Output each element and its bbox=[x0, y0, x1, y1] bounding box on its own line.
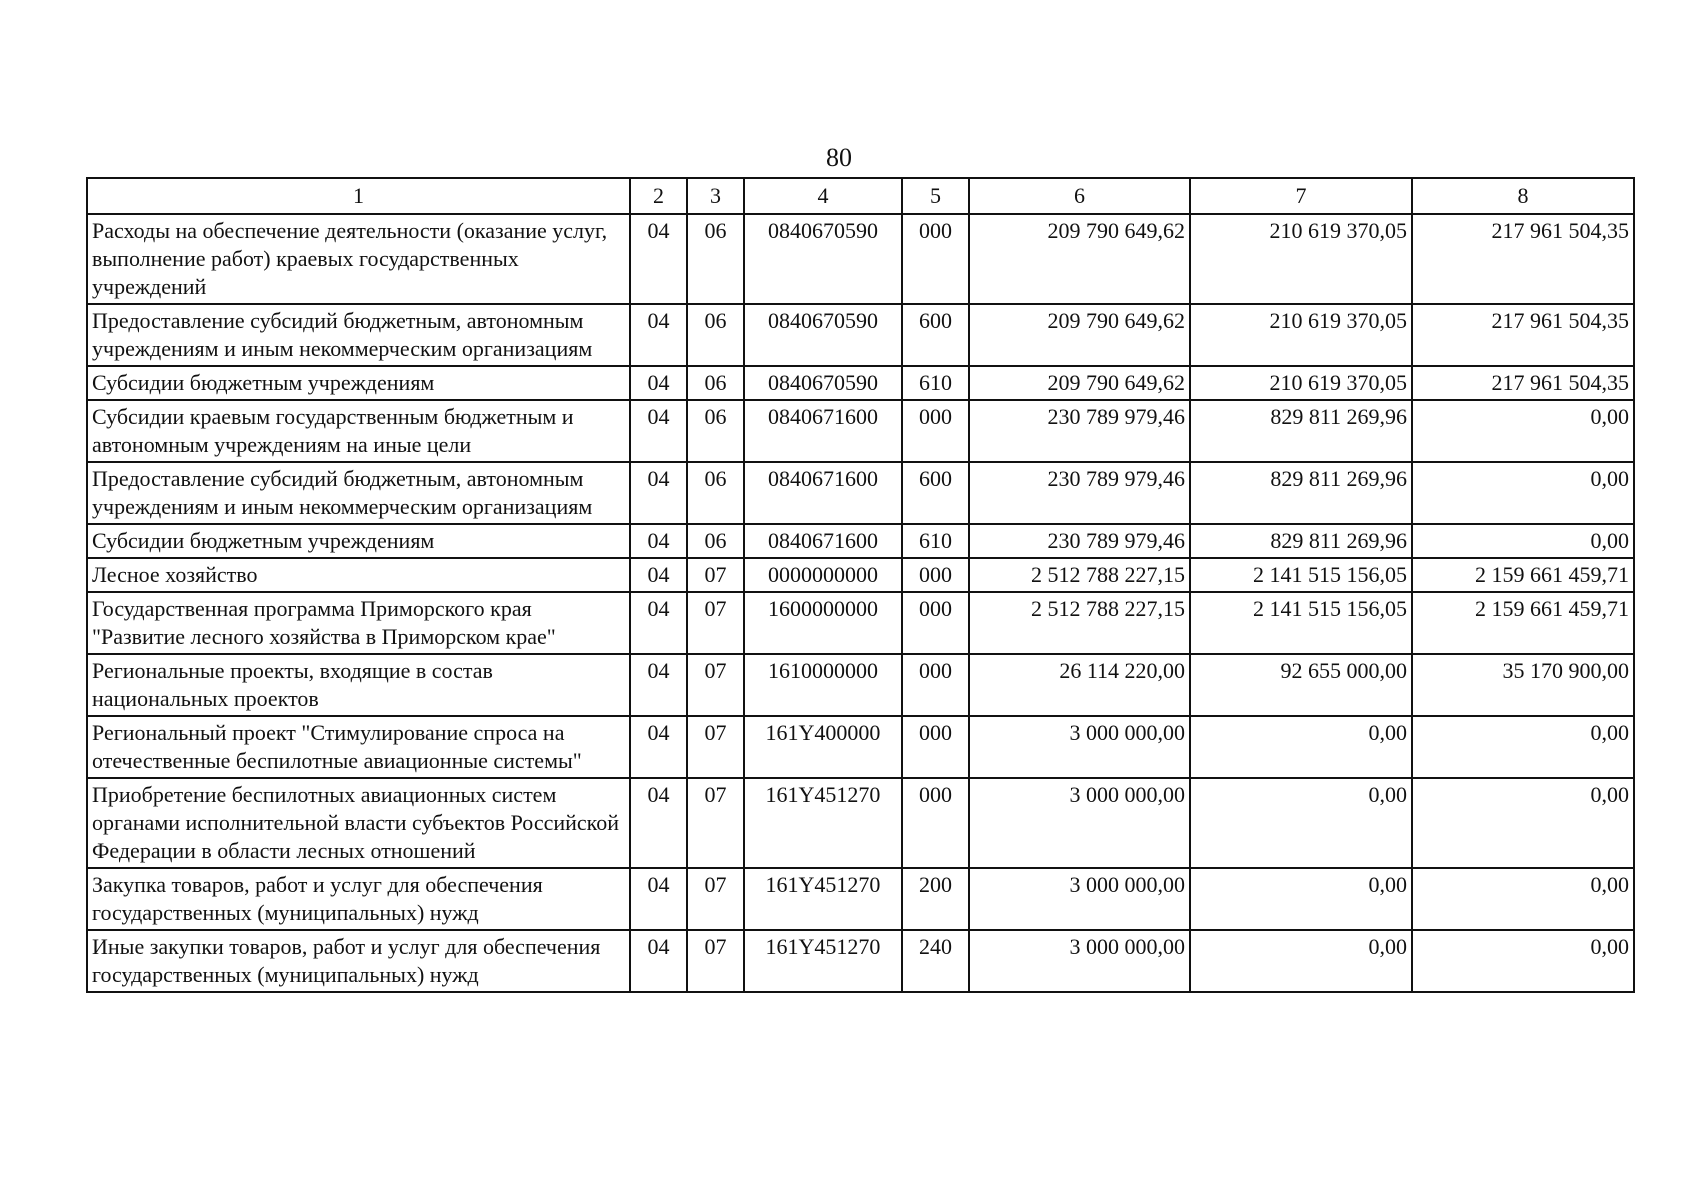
column-header: 5 bbox=[902, 178, 969, 214]
amount-cell-col6: 209 790 649,62 bbox=[969, 304, 1190, 366]
column-header: 7 bbox=[1190, 178, 1412, 214]
subsection-code-cell: 06 bbox=[687, 214, 744, 304]
target-article-cell: 161Y451270 bbox=[744, 778, 902, 868]
table-row bbox=[87, 778, 1634, 868]
row-name-cell: Приобретение беспилотных авиационных систем органами исполнительной власти субъектов Российской Федерации в области лесных отношений bbox=[87, 778, 630, 868]
section-code-cell: 04 bbox=[630, 868, 687, 930]
amount-cell-col8: 0,00 bbox=[1412, 778, 1634, 868]
amount-cell-col7: 2 141 515 156,05 bbox=[1190, 592, 1412, 654]
amount-cell-col8: 0,00 bbox=[1412, 716, 1634, 778]
expense-type-cell: 000 bbox=[902, 654, 969, 716]
subsection-code-cell: 06 bbox=[687, 366, 744, 400]
subsection-code-cell: 07 bbox=[687, 778, 744, 868]
amount-cell-col7: 210 619 370,05 bbox=[1190, 366, 1412, 400]
target-article-cell: 0840670590 bbox=[744, 304, 902, 366]
amount-cell-col7: 0,00 bbox=[1190, 930, 1412, 992]
expense-type-cell: 200 bbox=[902, 868, 969, 930]
row-name-cell: Иные закупки товаров, работ и услуг для обеспечения государственных (муниципальных) нужд bbox=[87, 930, 630, 992]
expense-type-cell: 600 bbox=[902, 304, 969, 366]
row-name-cell: Предоставление субсидий бюджетным, автономным учреждениям и иным некоммерческим организациям bbox=[87, 304, 630, 366]
expense-type-cell: 000 bbox=[902, 214, 969, 304]
row-name-cell: Лесное хозяйство bbox=[87, 558, 630, 592]
section-code-cell: 04 bbox=[630, 366, 687, 400]
expense-type-cell: 240 bbox=[902, 930, 969, 992]
section-code-cell: 04 bbox=[630, 524, 687, 558]
target-article-cell: 0840671600 bbox=[744, 524, 902, 558]
budget-table bbox=[86, 177, 1635, 993]
target-article-cell: 1600000000 bbox=[744, 592, 902, 654]
amount-cell-col6: 3 000 000,00 bbox=[969, 716, 1190, 778]
section-code-cell: 04 bbox=[630, 654, 687, 716]
column-header: 8 bbox=[1412, 178, 1634, 214]
subsection-code-cell: 07 bbox=[687, 868, 744, 930]
target-article-cell: 0000000000 bbox=[744, 558, 902, 592]
row-name-cell: Предоставление субсидий бюджетным, автономным учреждениям и иным некоммерческим организациям bbox=[87, 462, 630, 524]
subsection-code-cell: 06 bbox=[687, 524, 744, 558]
amount-cell-col7: 829 811 269,96 bbox=[1190, 400, 1412, 462]
expense-type-cell: 000 bbox=[902, 558, 969, 592]
table-row bbox=[87, 716, 1634, 778]
table-row bbox=[87, 400, 1634, 462]
amount-cell-col6: 230 789 979,46 bbox=[969, 524, 1190, 558]
row-name-cell: Субсидии бюджетным учреждениям bbox=[87, 366, 630, 400]
section-code-cell: 04 bbox=[630, 400, 687, 462]
amount-cell-col8: 0,00 bbox=[1412, 930, 1634, 992]
subsection-code-cell: 06 bbox=[687, 304, 744, 366]
table-row bbox=[87, 868, 1634, 930]
expense-type-cell: 610 bbox=[902, 524, 969, 558]
amount-cell-col7: 2 141 515 156,05 bbox=[1190, 558, 1412, 592]
amount-cell-col6: 230 789 979,46 bbox=[969, 462, 1190, 524]
amount-cell-col8: 0,00 bbox=[1412, 462, 1634, 524]
column-header: 1 bbox=[87, 178, 630, 214]
section-code-cell: 04 bbox=[630, 930, 687, 992]
target-article-cell: 0840671600 bbox=[744, 400, 902, 462]
amount-cell-col6: 2 512 788 227,15 bbox=[969, 592, 1190, 654]
section-code-cell: 04 bbox=[630, 214, 687, 304]
subsection-code-cell: 07 bbox=[687, 558, 744, 592]
row-name-cell: Региональные проекты, входящие в состав национальных проектов bbox=[87, 654, 630, 716]
row-name-cell: Субсидии бюджетным учреждениям bbox=[87, 524, 630, 558]
subsection-code-cell: 06 bbox=[687, 400, 744, 462]
amount-cell-col7: 210 619 370,05 bbox=[1190, 214, 1412, 304]
subsection-code-cell: 07 bbox=[687, 592, 744, 654]
table-row bbox=[87, 304, 1634, 366]
section-code-cell: 04 bbox=[630, 592, 687, 654]
table-row bbox=[87, 462, 1634, 524]
amount-cell-col7: 0,00 bbox=[1190, 868, 1412, 930]
subsection-code-cell: 06 bbox=[687, 462, 744, 524]
row-name-cell: Закупка товаров, работ и услуг для обеспечения государственных (муниципальных) нужд bbox=[87, 868, 630, 930]
subsection-code-cell: 07 bbox=[687, 654, 744, 716]
section-code-cell: 04 bbox=[630, 304, 687, 366]
amount-cell-col8: 0,00 bbox=[1412, 524, 1634, 558]
row-name-cell: Субсидии краевым государственным бюджетным и автономным учреждениям на иные цели bbox=[87, 400, 630, 462]
section-code-cell: 04 bbox=[630, 778, 687, 868]
row-name-cell: Расходы на обеспечение деятельности (оказание услуг, выполнение работ) краевых государственных учреждений bbox=[87, 214, 630, 304]
page-number: 80 bbox=[826, 143, 852, 172]
table-row bbox=[87, 930, 1634, 992]
amount-cell-col8: 2 159 661 459,71 bbox=[1412, 558, 1634, 592]
table-row bbox=[87, 524, 1634, 558]
amount-cell-col8: 0,00 bbox=[1412, 868, 1634, 930]
table-row bbox=[87, 366, 1634, 400]
target-article-cell: 161Y451270 bbox=[744, 930, 902, 992]
amount-cell-col8: 35 170 900,00 bbox=[1412, 654, 1634, 716]
section-code-cell: 04 bbox=[630, 716, 687, 778]
amount-cell-col8: 217 961 504,35 bbox=[1412, 366, 1634, 400]
column-header: 3 bbox=[687, 178, 744, 214]
amount-cell-col6: 3 000 000,00 bbox=[969, 778, 1190, 868]
amount-cell-col7: 92 655 000,00 bbox=[1190, 654, 1412, 716]
amount-cell-col6: 3 000 000,00 bbox=[969, 868, 1190, 930]
expense-type-cell: 600 bbox=[902, 462, 969, 524]
amount-cell-col6: 230 789 979,46 bbox=[969, 400, 1190, 462]
target-article-cell: 0840670590 bbox=[744, 366, 902, 400]
target-article-cell: 0840671600 bbox=[744, 462, 902, 524]
expense-type-cell: 000 bbox=[902, 716, 969, 778]
amount-cell-col6: 209 790 649,62 bbox=[969, 214, 1190, 304]
column-header: 2 bbox=[630, 178, 687, 214]
amount-cell-col7: 829 811 269,96 bbox=[1190, 524, 1412, 558]
target-article-cell: 0840670590 bbox=[744, 214, 902, 304]
amount-cell-col7: 210 619 370,05 bbox=[1190, 304, 1412, 366]
table-row bbox=[87, 214, 1634, 304]
column-header: 4 bbox=[744, 178, 902, 214]
section-code-cell: 04 bbox=[630, 558, 687, 592]
section-code-cell: 04 bbox=[630, 462, 687, 524]
amount-cell-col6: 26 114 220,00 bbox=[969, 654, 1190, 716]
subsection-code-cell: 07 bbox=[687, 930, 744, 992]
amount-cell-col8: 0,00 bbox=[1412, 400, 1634, 462]
table-row bbox=[87, 558, 1634, 592]
amount-cell-col8: 217 961 504,35 bbox=[1412, 214, 1634, 304]
amount-cell-col8: 2 159 661 459,71 bbox=[1412, 592, 1634, 654]
amount-cell-col6: 209 790 649,62 bbox=[969, 366, 1190, 400]
row-name-cell: Государственная программа Приморского края "Развитие лесного хозяйства в Приморском крае" bbox=[87, 592, 630, 654]
table-row bbox=[87, 592, 1634, 654]
row-name-cell: Региональный проект "Стимулирование спроса на отечественные беспилотные авиационные системы" bbox=[87, 716, 630, 778]
subsection-code-cell: 07 bbox=[687, 716, 744, 778]
header-row bbox=[87, 178, 1634, 214]
target-article-cell: 1610000000 bbox=[744, 654, 902, 716]
target-article-cell: 161Y451270 bbox=[744, 868, 902, 930]
table-row bbox=[87, 654, 1634, 716]
expense-type-cell: 000 bbox=[902, 592, 969, 654]
amount-cell-col7: 0,00 bbox=[1190, 778, 1412, 868]
amount-cell-col6: 2 512 788 227,15 bbox=[969, 558, 1190, 592]
column-header: 6 bbox=[969, 178, 1190, 214]
amount-cell-col8: 217 961 504,35 bbox=[1412, 304, 1634, 366]
amount-cell-col7: 0,00 bbox=[1190, 716, 1412, 778]
target-article-cell: 161Y400000 bbox=[744, 716, 902, 778]
amount-cell-col6: 3 000 000,00 bbox=[969, 930, 1190, 992]
expense-type-cell: 000 bbox=[902, 400, 969, 462]
amount-cell-col7: 829 811 269,96 bbox=[1190, 462, 1412, 524]
expense-type-cell: 000 bbox=[902, 778, 969, 868]
expense-type-cell: 610 bbox=[902, 366, 969, 400]
